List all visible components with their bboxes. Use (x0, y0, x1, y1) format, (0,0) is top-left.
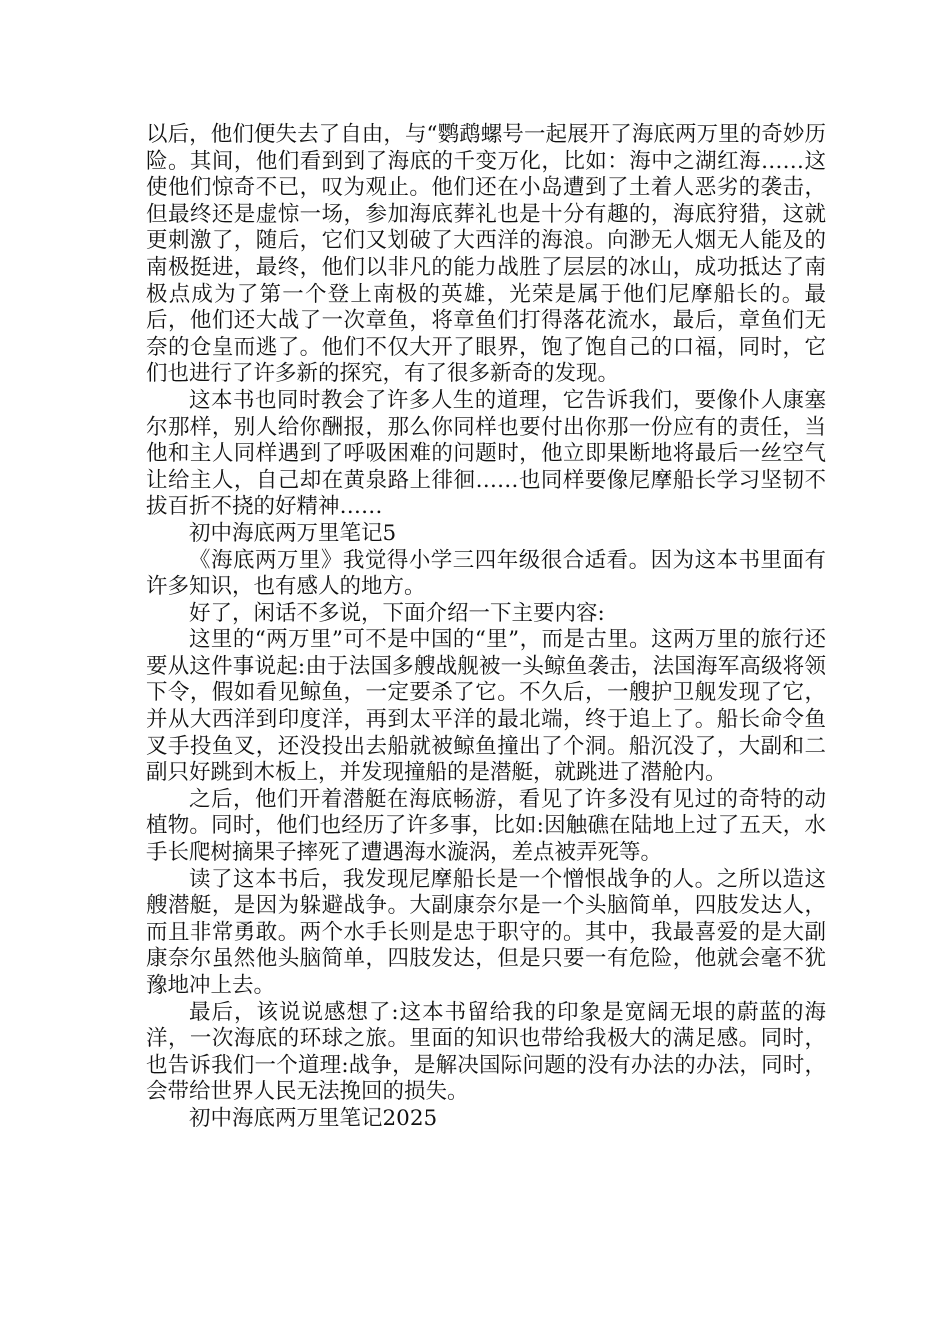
paragraph-8: 最后，该说说感想了:这本书留给我的印象是宽阔无垠的蔚蓝的海洋，一次海底的环球之旅。里面的知识也带给我极大的满足感。同时，也告诉我们一个道理:战争，是解决国际问题的没有办法的办法，同时，会带给世界人民无法挽回的损失。 (146, 999, 826, 1105)
section-heading-2025: 初中海底两万里笔记2025 (189, 1105, 438, 1131)
paragraph-6: 之后，他们开着潜艇在海底畅游，看见了许多没有见过的奇特的动植物。同时，他们也经历了许多事，比如:因触礁在陆地上过了五天，水手长爬树摘果子摔死了遭遇海水漩涡，差点被弄死等。 (146, 786, 826, 866)
paragraph-7: 读了这本书后，我发现尼摩船长是一个憎恨战争的人。之所以造这艘潜艇，是因为躲避战争。大副康奈尔是一个头脑简单，四肢发达人，而且非常勇敢。两个水手长则是忠于职守的。其中，我最喜爱的是大副康奈尔虽然他头脑简单，四肢发达，但是只要一有危险，他就会毫不犹豫地冲上去。 (146, 866, 826, 998)
paragraph-4: 好了，闲话不多说，下面介绍一下主要内容: (189, 600, 605, 626)
section-heading-5: 初中海底两万里笔记5 (189, 520, 397, 546)
paragraph-2: 这本书也同时教会了许多人生的道理，它告诉我们，要像仆人康塞尔那样，别人给你酬报，那么你同样也要付出你那一份应有的责任，当他和主人同样遇到了呼吸困难的问题时，他立即果断地将最后一丝空气让给主人，自己却在黄泉路上徘徊……也同样要像尼摩船长学习坚韧不拔百折不挠的好精神…… (146, 387, 826, 520)
document-page (146, 122, 826, 1133)
paragraph-3: 《海底两万里》我觉得小学三四年级很合适看。因为这本书里面有许多知识，也有感人的地方。 (146, 547, 826, 600)
paragraph-5: 这里的“两万里”可不是中国的“里”，而是古里。这两万里的旅行还要从这件事说起:由于法国多艘战舰被一头鲸鱼袭击，法国海军高级将领下令，假如看见鲸鱼，一定要杀了它。不久后，一艘护卫舰发现了它，并从大西洋到印度洋，再到太平洋的最北端，终于追上了。船长命令鱼叉手投鱼叉，还没投出去船就被鲸鱼撞出了个洞。船沉没了，大副和二副只好跳到木板上，并发现撞船的是潜艇，就跳进了潜舱内。 (146, 627, 826, 786)
paragraph-1: 以后，他们便失去了自由，与“鹦鹉螺号一起展开了海底两万里的奇妙历险。其间，他们看到到了海底的千变万化，比如：海中之湖红海……这使他们惊奇不已，叹为观止。他们还在小岛遭到了土着人恶劣的袭击，但最终还是虚惊一场，参加海底葬礼也是十分有趣的，海底狩猎，这就更刺激了，随后，它们又划破了大西洋的海浪。向渺无人烟无人能及的南极挺进，最终，他们以非凡的能力战胜了层层的冰山，成功抵达了南极点成为了第一个登上南极的英雄，光荣是属于他们尼摩船长的。最后，他们还大战了一次章鱼，将章鱼们打得落花流水，最后，章鱼们无奈的仓皇而逃了。他们不仅大开了眼界，饱了饱自己的口福，同时，它们也进行了许多新的探究，有了很多新奇的发现。 (146, 122, 826, 387)
